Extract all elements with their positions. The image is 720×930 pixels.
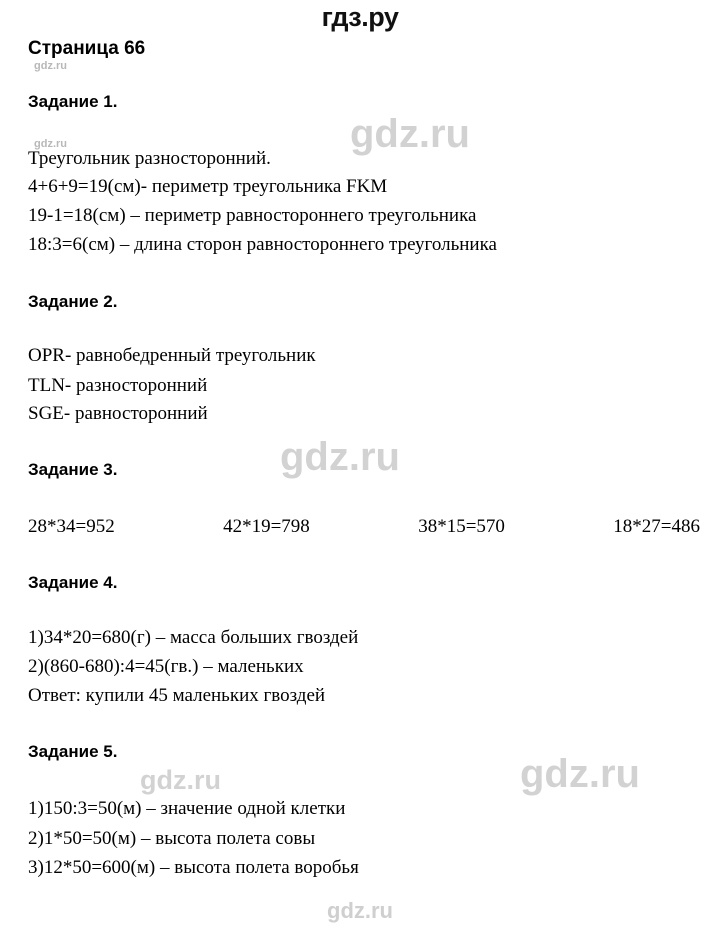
watermark-large: gdz.ru [280,435,400,479]
task-2-line-1: OPR- равнобедренный треугольник [28,345,316,366]
task-1-line-1: Треугольник разносторонний. [28,148,271,169]
site-logo[interactable]: гдз.ру [321,2,399,32]
page-title: Страница 66 [28,38,146,59]
task-heading-5: Задание 5. [28,742,118,761]
task-5-line-1: 1)150:3=50(м) – значение одной клетки [28,798,346,819]
watermark-bottom: gdz.ru [327,898,393,923]
watermark-medium: gdz.ru [140,765,221,795]
task-4-line-2: 2)(860-680):4=45(гв.) – маленьких [28,656,304,677]
watermark-large: gdz.ru [350,112,470,156]
task-1-line-4: 18:3=6(см) – длина сторон равностороннего треугольника [28,234,497,255]
task-1-line-3: 19-1=18(см) – периметр равностороннего треугольника [28,205,477,226]
task-3-col-3: 38*15=570 [418,516,505,537]
task-5-line-3: 3)12*50=600(м) – высота полета воробья [28,857,359,878]
task-heading-4: Задание 4. [28,573,118,592]
task-1-line-2: 4+6+9=19(см)- периметр треугольника FKM [28,176,388,197]
task-2-line-2: TLN- разносторонний [28,375,208,396]
task-4-line-3: Ответ: купили 45 маленьких гвоздей [28,685,326,706]
task-heading-2: Задание 2. [28,292,118,311]
watermark: gdz.ru [34,60,67,72]
task-5-line-2: 2)1*50=50(м) – высота полета совы [28,828,316,849]
task-heading-3: Задание 3. [28,460,118,479]
task-3-col-1: 28*34=952 [28,516,115,537]
watermark: gdz.ru [34,138,67,150]
watermark-large: gdz.ru [520,752,640,796]
task-3-col-4: 18*27=486 [613,516,700,537]
task-4-line-1: 1)34*20=680(г) – масса больших гвоздей [28,627,359,648]
task-heading-1: Задание 1. [28,92,118,111]
task-3-col-2: 42*19=798 [223,516,310,537]
task-2-line-3: SGE- равносторонний [28,403,208,424]
